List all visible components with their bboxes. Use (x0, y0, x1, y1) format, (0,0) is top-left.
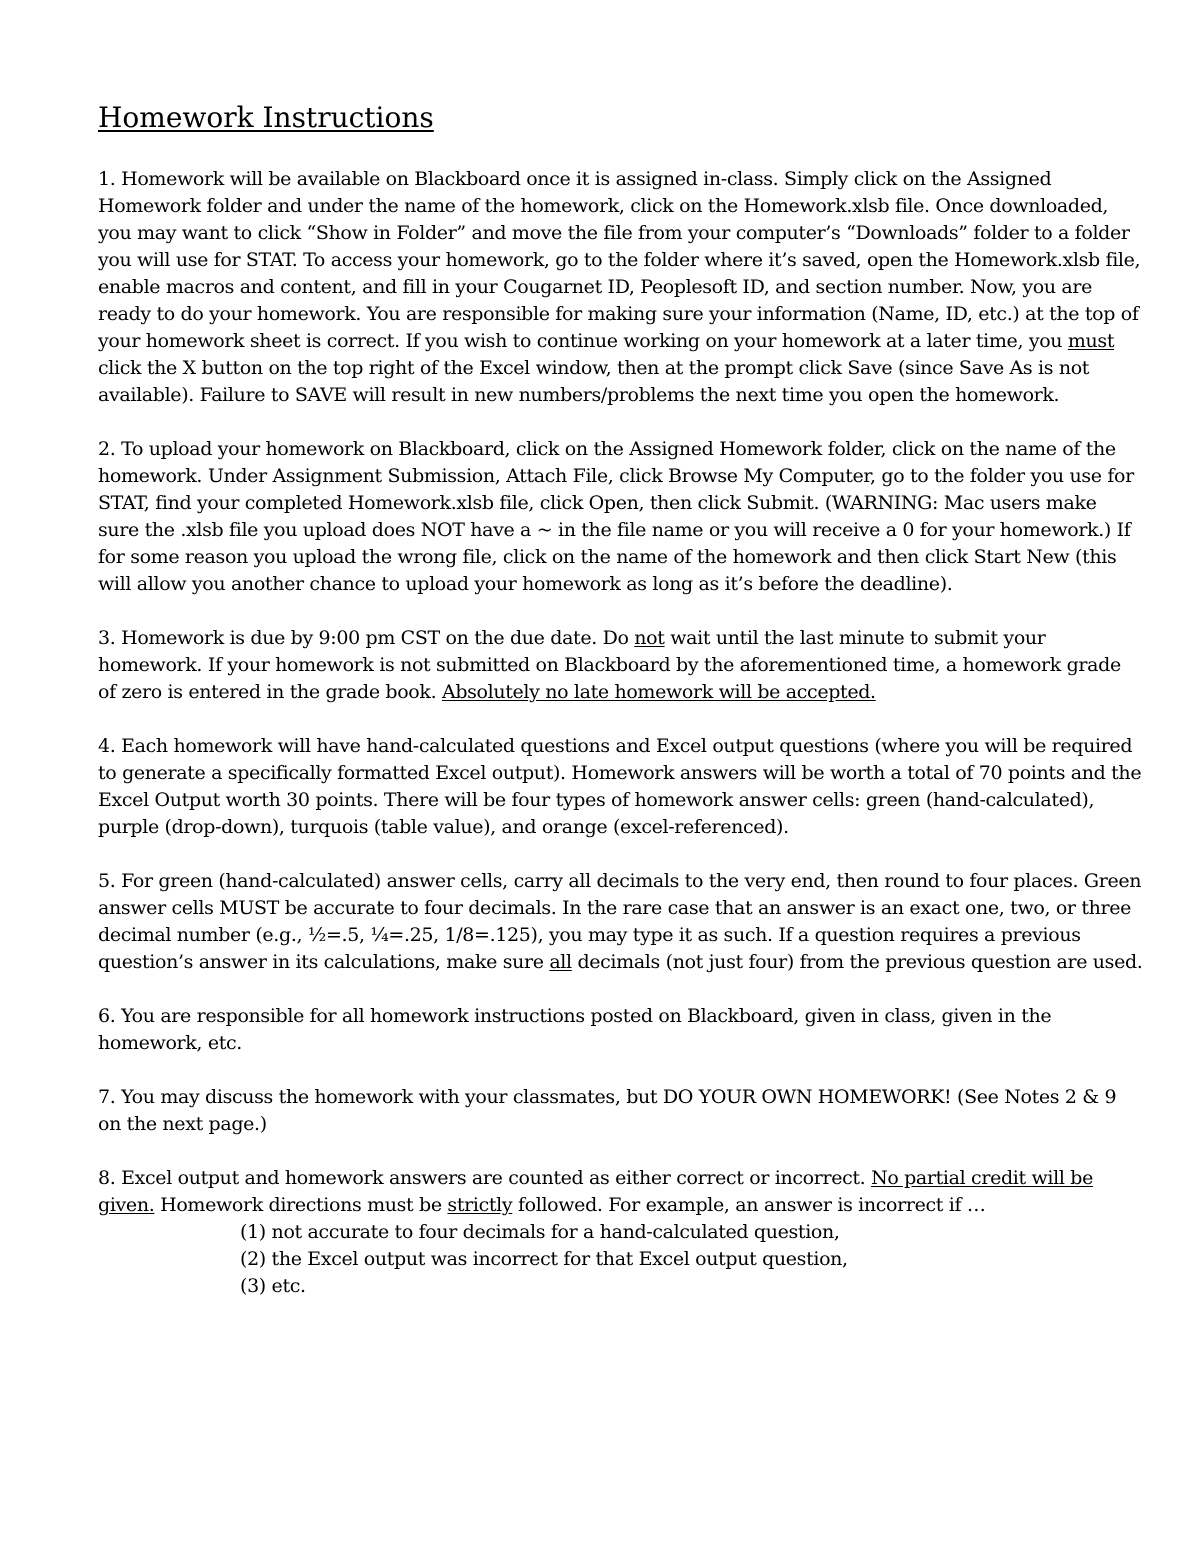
instruction-8-list (98, 1219, 1143, 1300)
instruction-5 (98, 868, 1143, 976)
instruction-5-text-a: 5. For green (hand-calculated) answer cells, carry all decimals to the very end, then round to four places. Green answer cells MUST be accurate to four decimals. In the rare case that an answer is an exact one, two, or three decimal number (e.g., ½=.5, ¼=.25, 1/8=.125), you may type it as such. If a question requires a previous question’s answer in its calculations, make sure (98, 870, 1142, 973)
instruction-1-text-a: 1. Homework will be available on Blackboard once it is assigned in-class. Simply click on the Assigned Homework folder and under the name of the homework, click on the Homework.xlsb file. Once downloaded, you may want to click “Show in Folder” and move the file from your computer’s “Downloads” folder to a folder you will use for STAT. To access your homework, go to the folder where it’s saved, open the Homework.xlsb file, enable macros and content, and fill in your Cougarnet ID, Peoplesoft ID, and section number. Now, you are ready to do your homework. You are responsible for making sure your information (Name, ID, etc.) at the top of your homework sheet is correct. If you wish to continue working on your homework at a later time, you (98, 168, 1141, 352)
instruction-3-text-b: wait until the last minute to submit your homework. If your homework is not submitted on Blackboard by the aforementioned time, a homework grade of zero is entered in the grade book. (98, 627, 1121, 703)
instruction-1 (98, 166, 1143, 409)
instruction-3-text-a: 3. Homework is due by 9:00 pm CST on the due date. Do (98, 627, 635, 649)
instruction-1-text-b: click the X button on the top right of the Excel window, then at the prompt click Save (since Save As is not available). Failure to SAVE will result in new numbers/problems the next time you open the homework. (98, 357, 1090, 406)
instruction-8 (98, 1165, 1143, 1219)
instruction-5-underline-all: all (549, 951, 572, 973)
instruction-4: 4. Each homework will have hand-calculated questions and Excel output questions (where you will be required to generate a specifically formatted Excel output). Homework answers will be worth a total of 70 points and the Excel Output worth 30 points. There will be four types of homework answer cells: green (hand-calculated), purple (drop-down), turquois (table value), and orange (excel-referenced). (98, 735, 1142, 838)
instruction-3 (98, 625, 1143, 706)
instruction-3-underline-not: not (634, 627, 665, 649)
instruction-8-text-b: Homework directions must be (154, 1194, 448, 1216)
instruction-8-text-c: followed. For example, an answer is incorrect if … (512, 1194, 986, 1216)
instruction-8-underline-partial: No partial credit will be given. (98, 1167, 1093, 1216)
instruction-8-underline-strictly: strictly (447, 1194, 513, 1216)
list-item: (2) the Excel output was incorrect for that Excel output question, (240, 1248, 848, 1270)
list-item: (1) not accurate to four decimals for a hand-calculated question, (240, 1221, 840, 1243)
document-page (98, 100, 1143, 1300)
instruction-5-text-b: decimals (not just four) from the previous question are used. (571, 951, 1143, 973)
instruction-3-underline-late: Absolutely no late homework will be accepted. (441, 681, 876, 703)
instruction-6: 6. You are responsible for all homework instructions posted on Blackboard, given in class, given in the homework, etc. (98, 1005, 1052, 1054)
list-item: (3) etc. (240, 1275, 306, 1297)
instruction-7: 7. You may discuss the homework with your classmates, but DO YOUR OWN HOMEWORK! (See Notes 2 & 9 on the next page.) (98, 1086, 1117, 1135)
instruction-1-underline-must: must (1067, 330, 1115, 352)
instruction-2: 2. To upload your homework on Blackboard, click on the Assigned Homework folder, click on the name of the homework. Under Assignment Submission, Attach File, click Browse My Computer, go to the folder you use for STAT, find your completed Homework.xlsb file, click Open, then click Submit. (WARNING: Mac users make sure the .xlsb file you upload does NOT have a ~ in the file name or you will receive a 0 for your homework.) If for some reason you upload the wrong file, click on the name of the homework and then click Start New (this will allow you another chance to upload your homework as long as it’s before the deadline). (98, 438, 1134, 595)
page-title: Homework Instructions (98, 101, 434, 134)
instruction-8-text-a: 8. Excel output and homework answers are counted as either correct or incorrect. (98, 1167, 872, 1189)
